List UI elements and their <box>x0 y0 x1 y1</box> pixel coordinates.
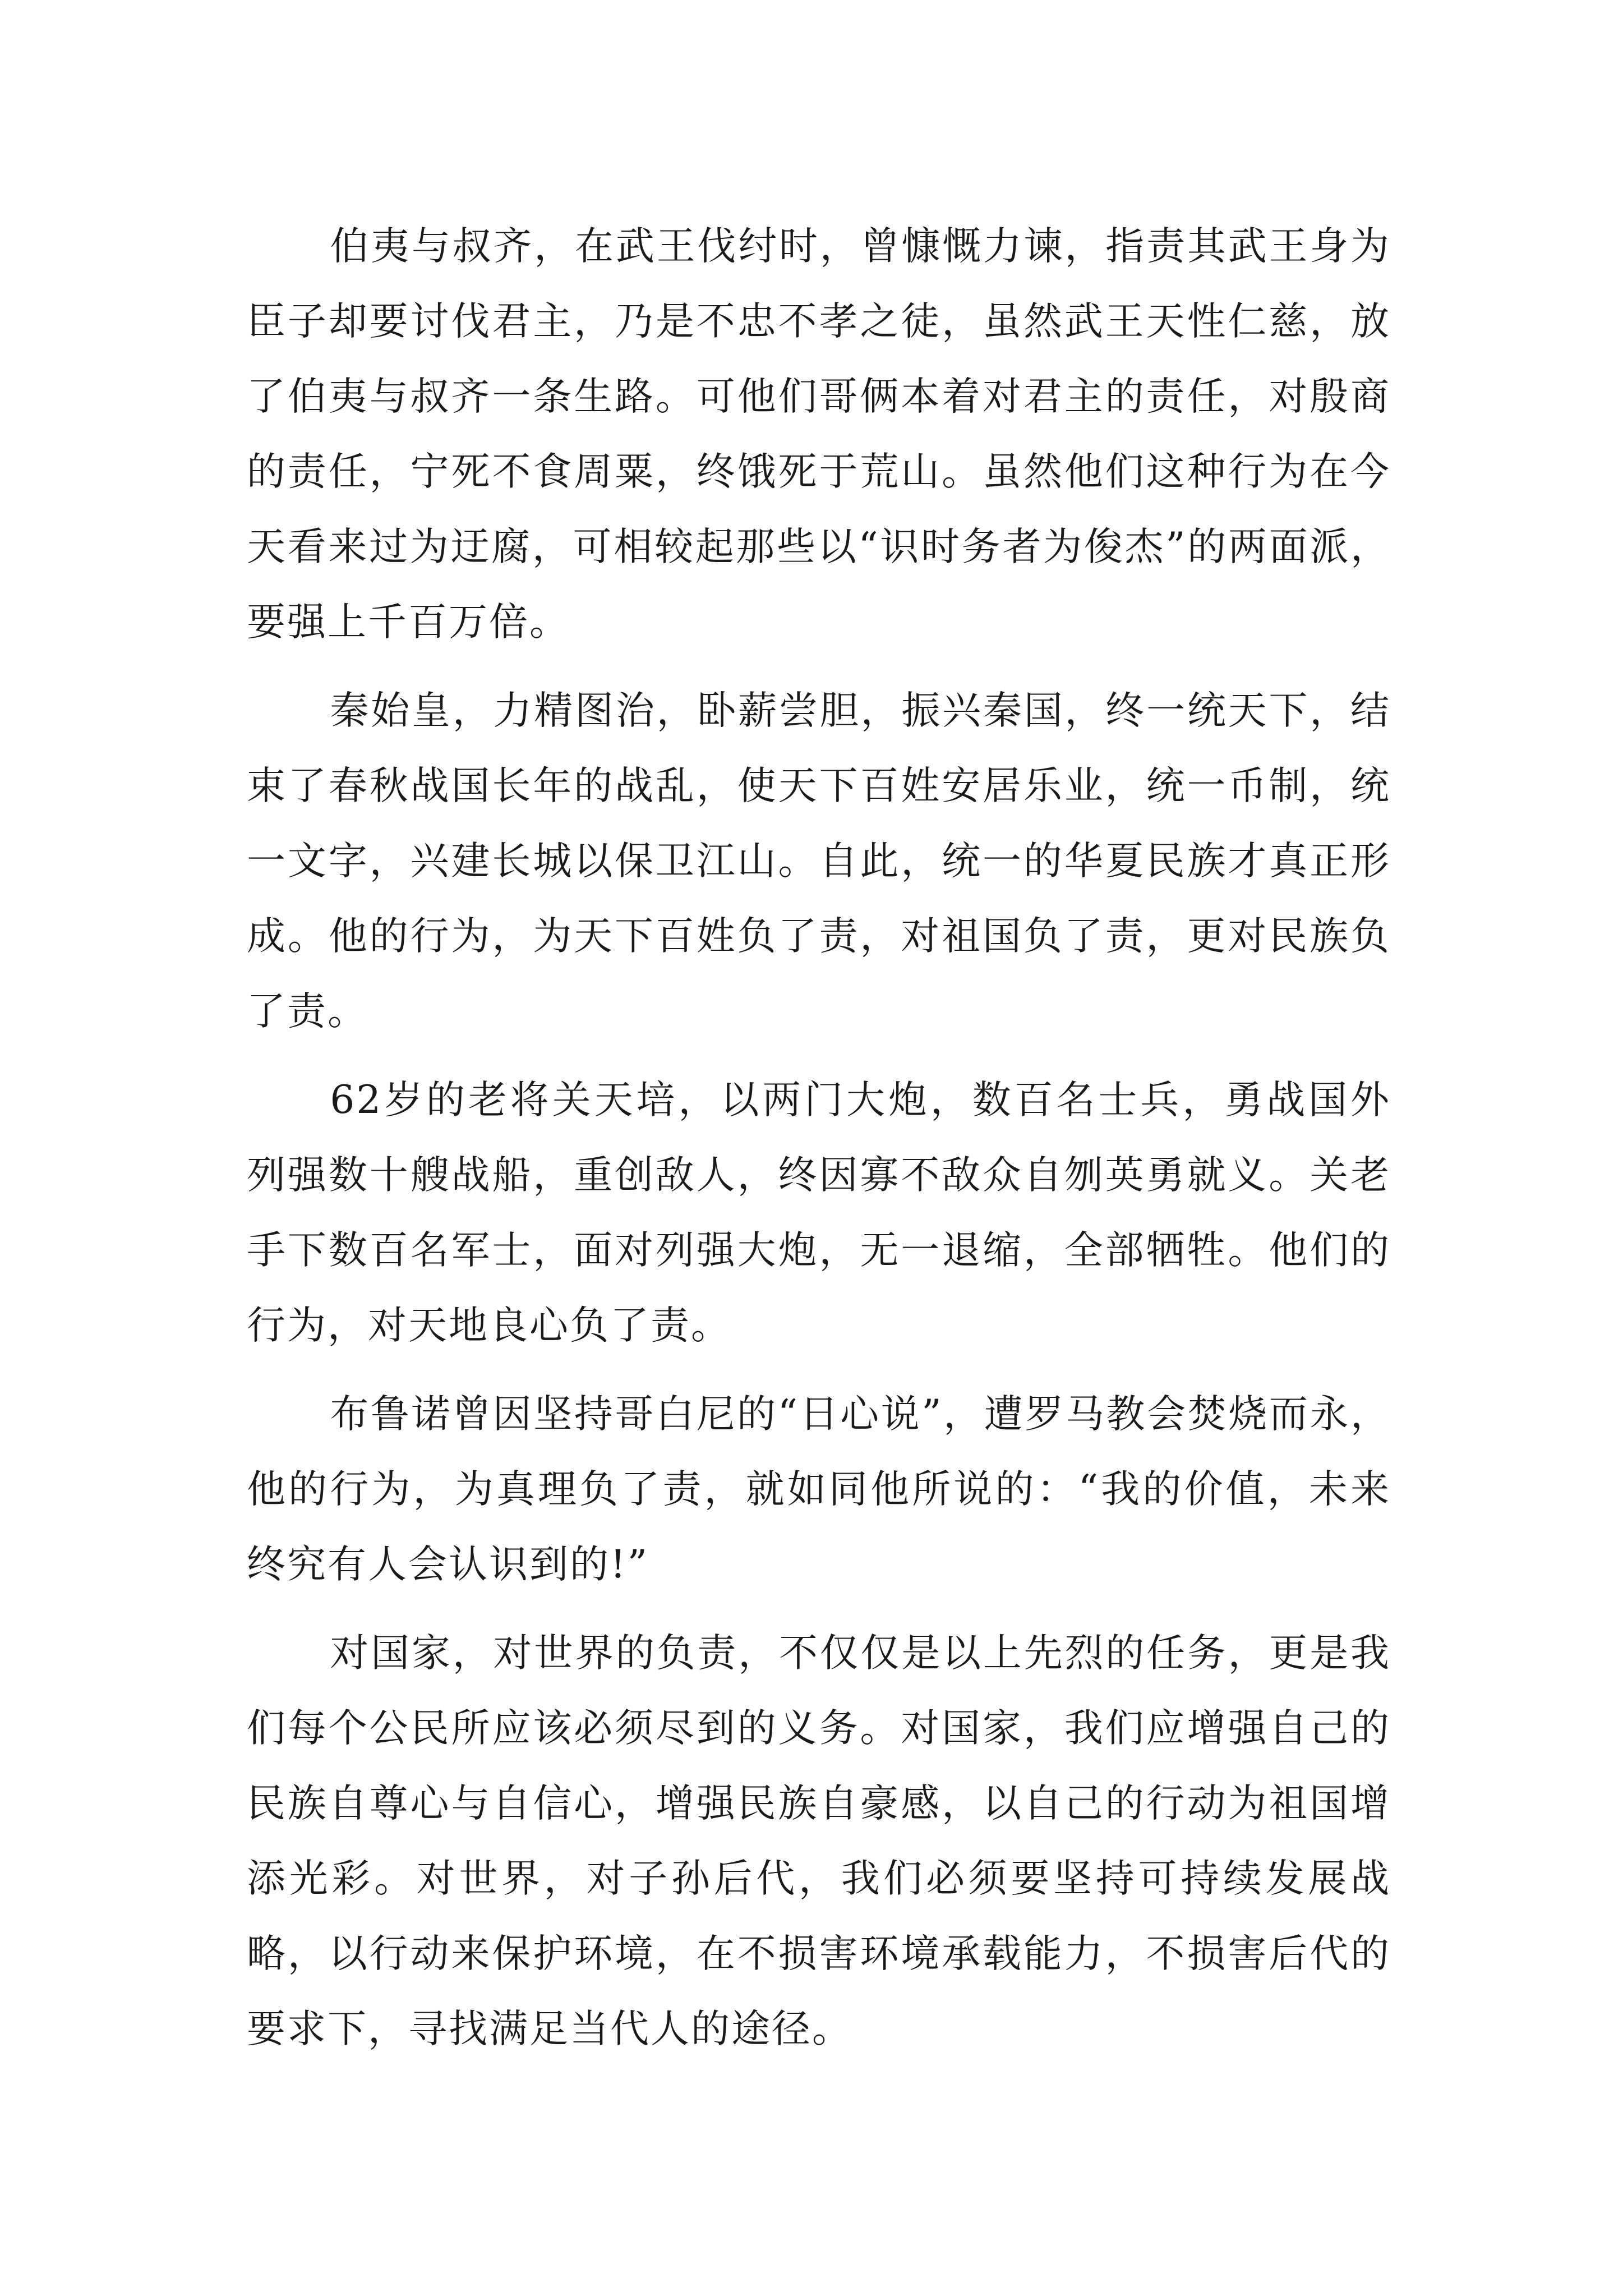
paragraph-bruno: 布鲁诺曾因坚持哥白尼的“日心说”，遭罗马教会焚烧而永，他的行为，为真理负了责，就如同他所说的：“我的价值，未来终究有人会认识到的!” <box>247 1392 1391 1587</box>
body-text <box>247 209 1391 2080</box>
paragraph-qin-shihuang: 秦始皇，力精图治，卧薪尝胆，振兴秦国，终一统天下，结束了春秋战国长年的战乱，使天下百姓安居乐业，统一币制，统一文字，兴建长城以保卫江山。自此，统一的华夏民族才真正形成。他的行为，为天下百姓负了责，对祖国负了责，更对民族负了责。 <box>247 688 1391 1034</box>
paragraph-responsibility: 对国家，对世界的负责，不仅仅是以上先烈的任务，更是我们每个公民所应该必须尽到的义务。对国家，我们应增强自己的民族自尊心与自信心，增强民族自豪感，以自己的行动为祖国增添光彩。对世界，对子孙后代，我们必须要坚持可持续发展战略，以行动来保护环境，在不损害环境承载能力，不损害后代的要求下，寻找满足当代人的途径。 <box>247 1631 1391 2051</box>
paragraph-guan-tianpei: 62岁的老将关天培，以两门大炮，数百名士兵，勇战国外列强数十艘战船，重创敌人，终因寡不敌众自刎英勇就义。关老手下数百名军士，面对列强大炮，无一退缩，全部牺牲。他们的行为，对天地良心负了责。 <box>247 1078 1391 1348</box>
paragraph-boyi-shuqi: 伯夷与叔齐，在武王伐纣时，曾慷慨力谏，指责其武王身为臣子却要讨伐君主，乃是不忠不孝之徒，虽然武王天性仁慈，放了伯夷与叔齐一条生路。可他们哥俩本着对君主的责任，对殷商的责任，宁死不食周粟，终饿死于荒山。虽然他们这种行为在今天看来过为迂腐，可相较起那些以“识时务者为俊杰”的两面派，要强上千百万倍。 <box>247 224 1391 645</box>
